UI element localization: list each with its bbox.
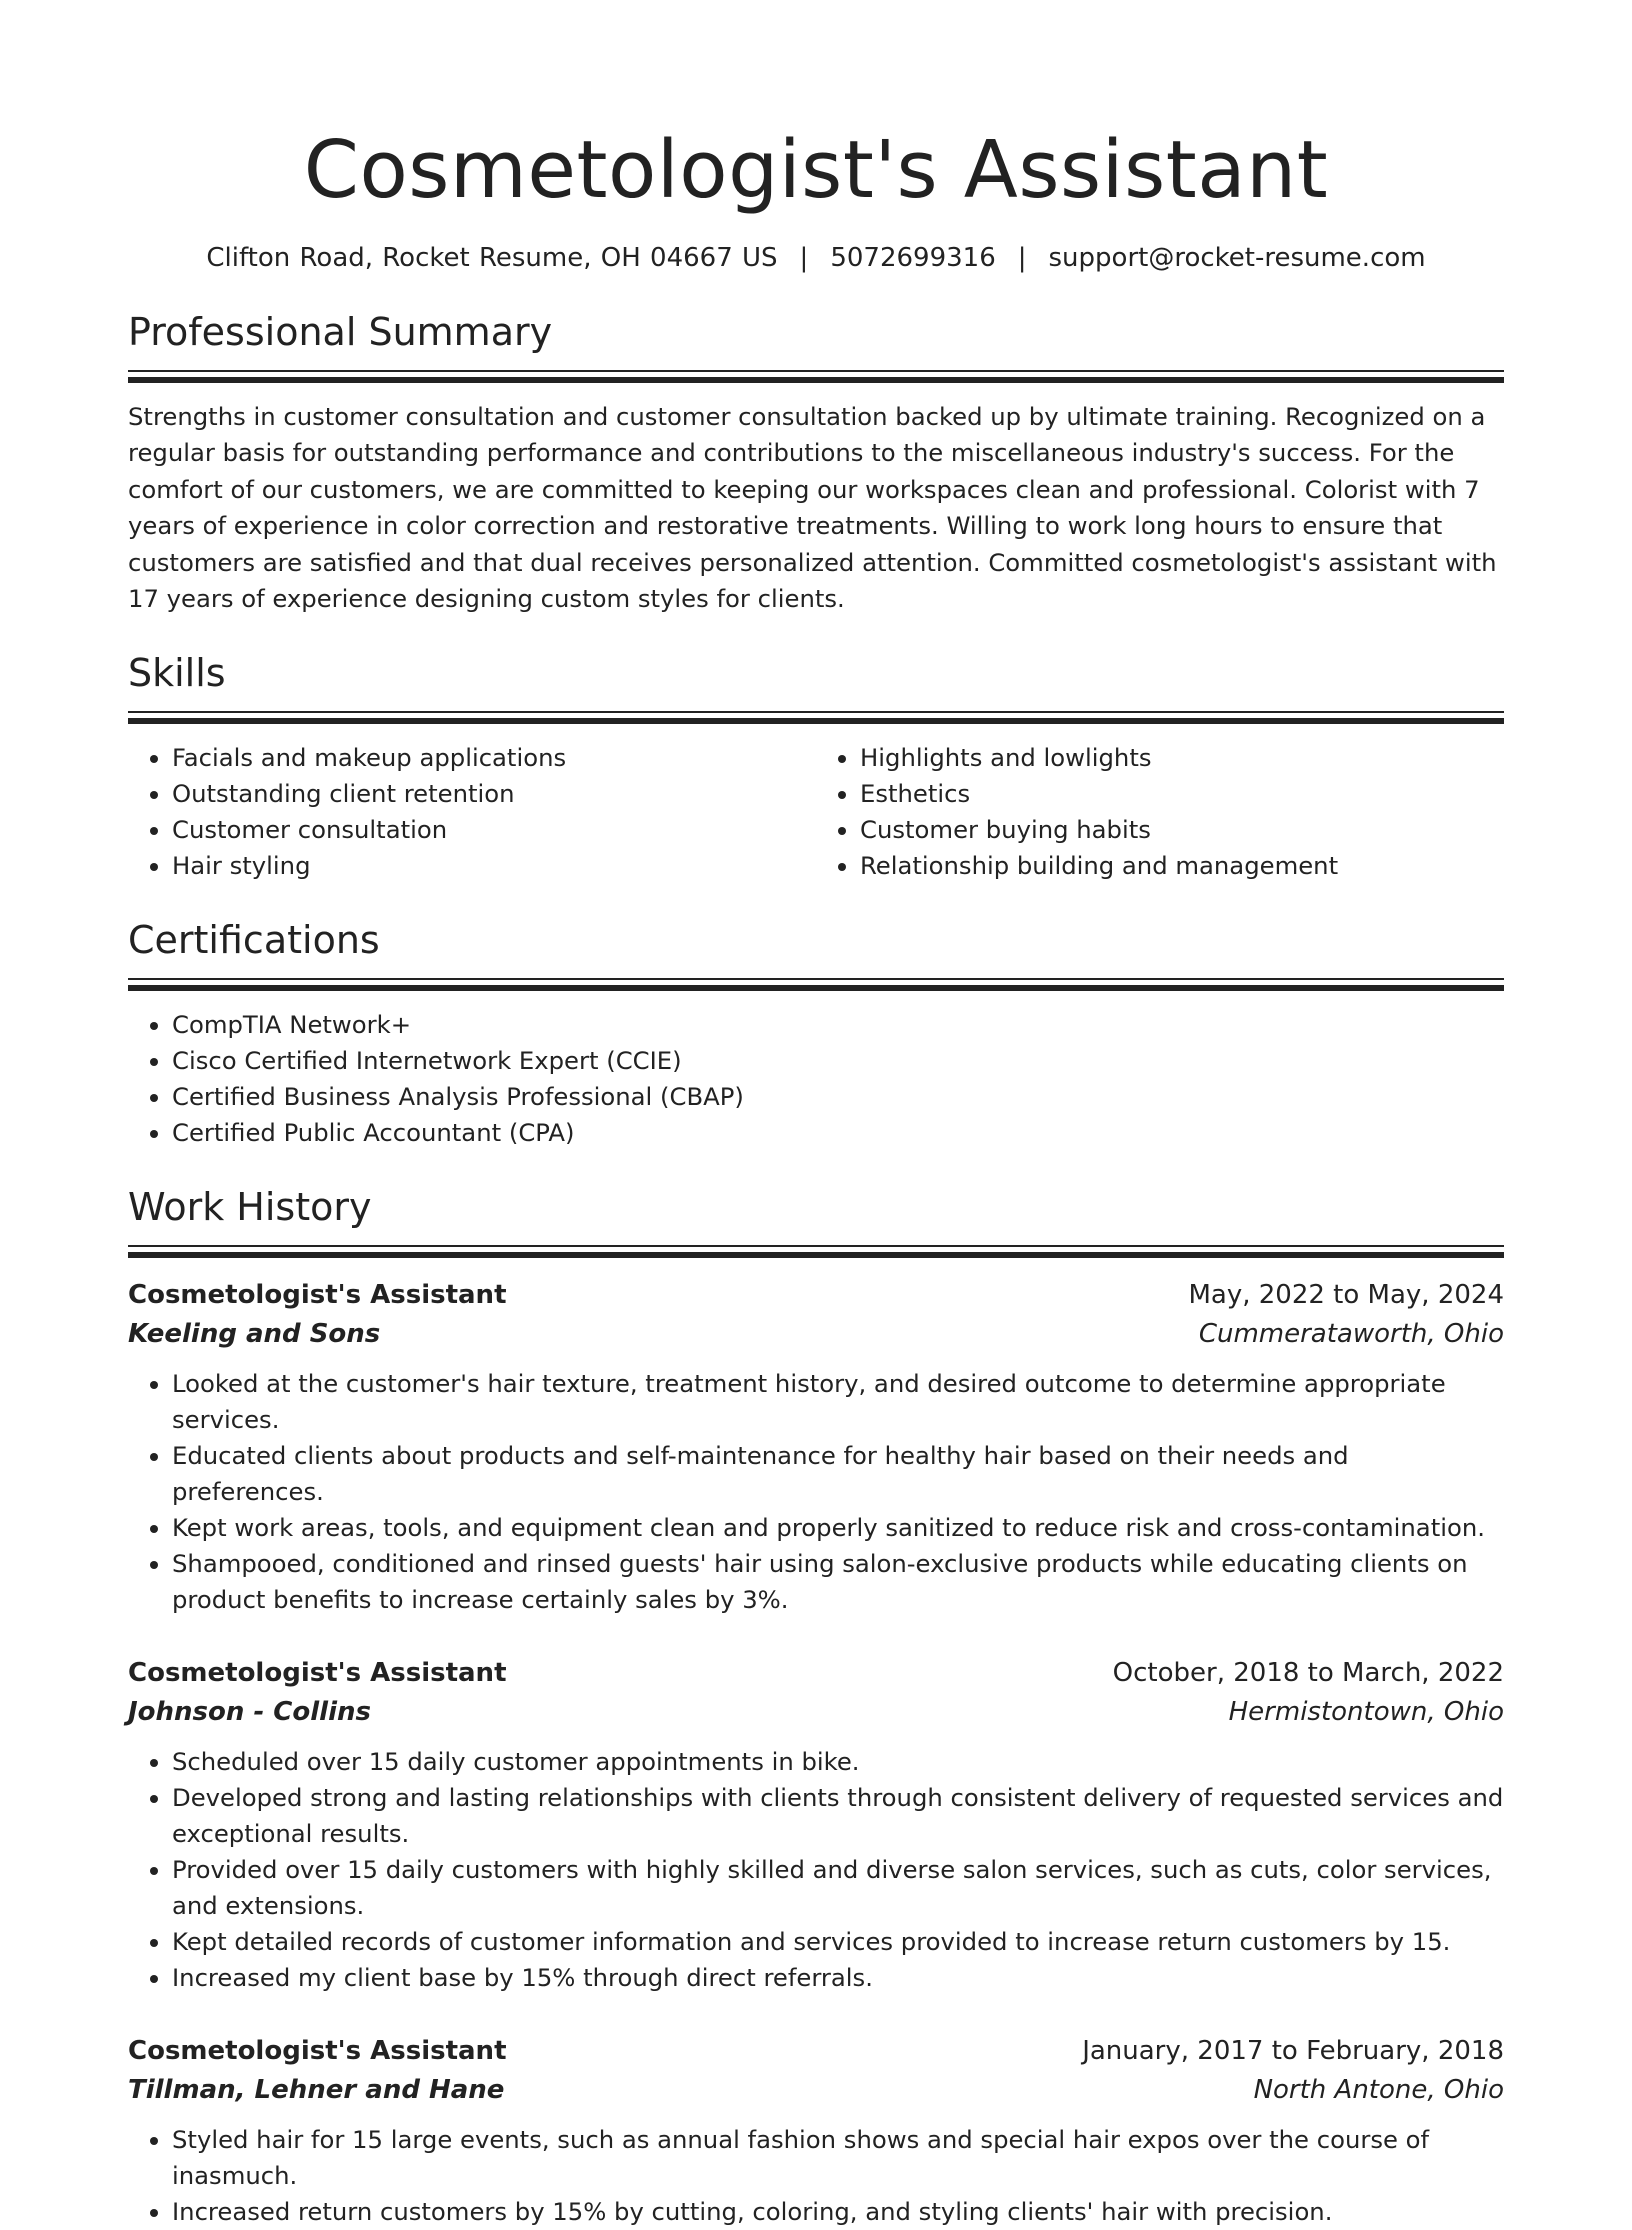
job-duty: • Kept detailed records of customer information and services provided to increase return customers by 15. bbox=[172, 1924, 1504, 1960]
contact-email: support@rocket-resume.com bbox=[1048, 243, 1426, 273]
skill-item: • Highlights and lowlights bbox=[860, 740, 1504, 776]
certification-item: • Certified Business Analysis Professional (CBAP) bbox=[172, 1079, 1504, 1115]
certifications-section bbox=[128, 916, 1504, 1151]
job-duty: • Scheduled over 15 daily customer appointments in bike. bbox=[172, 1744, 1504, 1780]
certifications-heading: Certifications bbox=[128, 918, 380, 963]
job-duty: • Shampooed, conditioned and rinsed guests' hair using salon-exclusive products while educating clients on product benefits to increase certainly sales by 3%. bbox=[172, 1546, 1504, 1618]
skill-item: • Customer buying habits bbox=[860, 812, 1504, 848]
job-subheader-row bbox=[128, 1693, 1504, 1732]
contact-phone: 5072699316 bbox=[830, 243, 996, 273]
job-duty: • Developed strong and lasting relationships with clients through consistent delivery of requested services and exceptional results. bbox=[172, 1780, 1504, 1852]
skill-item: • Outstanding client retention bbox=[172, 776, 816, 812]
job-title: Cosmetologist's Assistant bbox=[128, 1280, 507, 1311]
skill-item: • Hair styling bbox=[172, 848, 816, 884]
job-entry bbox=[128, 1276, 1504, 1618]
work-history-heading: Work History bbox=[128, 1185, 372, 1230]
job-header-row bbox=[128, 2032, 1504, 2071]
skills-heading: Skills bbox=[128, 651, 226, 696]
section-divider bbox=[128, 1245, 1504, 1258]
job-location: Cummerataworth, Ohio bbox=[1198, 1319, 1504, 1350]
skills-list-left bbox=[128, 740, 816, 884]
summary-text: Strengths in customer consultation and customer consultation backed up by ultimate training. Recognized on a regular basis for outstanding performance and contributions to the miscellaneous industry's success. For the comfort of our customers, we are committed to keeping our workspaces clean and professional. Colorist with 7 years of experience in color correction and restorative treatments. Willing to work long hours to ensure that customers are satisfied and that dual receives personalized attention. Committed cosmetologist's assistant with 17 years of experience designing custom styles for clients. bbox=[128, 402, 1497, 614]
contact-address: Clifton Road, Rocket Resume, OH 04667 US bbox=[206, 243, 778, 273]
job-duty: • Educated clients about products and self-maintenance for healthy hair based on their needs and preferences. bbox=[172, 1438, 1504, 1510]
contact-separator: | bbox=[1017, 243, 1027, 273]
skills-grid bbox=[128, 740, 1504, 884]
work-history-section bbox=[128, 1183, 1504, 2230]
certifications-list bbox=[128, 1007, 1504, 1151]
certification-item: • Certified Public Accountant (CPA) bbox=[172, 1115, 1504, 1151]
contact-separator: | bbox=[799, 243, 809, 273]
job-duties-list bbox=[128, 2122, 1504, 2230]
skills-section bbox=[128, 649, 1504, 884]
job-dates: January, 2017 to February, 2018 bbox=[1082, 2036, 1504, 2067]
job-subheader-row bbox=[128, 2071, 1504, 2110]
job-company: Johnson - Collins bbox=[128, 1697, 371, 1728]
certification-item: • Cisco Certified Internetwork Expert (CCIE) bbox=[172, 1043, 1504, 1079]
resume-name: Cosmetologist's Assistant bbox=[303, 124, 1329, 216]
section-divider bbox=[128, 711, 1504, 724]
job-subheader-row bbox=[128, 1315, 1504, 1354]
section-divider bbox=[128, 978, 1504, 991]
certification-item: • CompTIA Network+ bbox=[172, 1007, 1504, 1043]
job-title: Cosmetologist's Assistant bbox=[128, 1658, 507, 1689]
job-location: Hermistontown, Ohio bbox=[1228, 1697, 1504, 1728]
summary-heading: Professional Summary bbox=[128, 310, 553, 354]
summary-section bbox=[128, 308, 1504, 617]
job-duties-list bbox=[128, 1366, 1504, 1618]
job-duty: • Provided over 15 daily customers with highly skilled and diverse salon services, such as cuts, color services, and extensions. bbox=[172, 1852, 1504, 1924]
job-duty: • Looked at the customer's hair texture, treatment history, and desired outcome to determine appropriate services. bbox=[172, 1366, 1504, 1438]
skill-item: • Relationship building and management bbox=[860, 848, 1504, 884]
job-company: Tillman, Lehner and Hane bbox=[128, 2075, 505, 2106]
section-divider bbox=[128, 370, 1504, 383]
skill-item: • Esthetics bbox=[860, 776, 1504, 812]
job-dates: May, 2022 to May, 2024 bbox=[1188, 1280, 1504, 1311]
contact-line bbox=[128, 240, 1504, 276]
job-header-row bbox=[128, 1654, 1504, 1693]
skills-list-right bbox=[816, 740, 1504, 884]
job-duties-list bbox=[128, 1744, 1504, 1996]
job-duty: • Kept work areas, tools, and equipment clean and properly sanitized to reduce risk and cross-contamination. bbox=[172, 1510, 1504, 1546]
resume-page bbox=[128, 120, 1504, 2230]
job-title: Cosmetologist's Assistant bbox=[128, 2036, 507, 2067]
job-duty: • Increased return customers by 15% by cutting, coloring, and styling clients' hair with precision. bbox=[172, 2194, 1504, 2230]
job-dates: October, 2018 to March, 2022 bbox=[1112, 1658, 1504, 1689]
job-duty: • Styled hair for 15 large events, such as annual fashion shows and special hair expos over the course of inasmuch. bbox=[172, 2122, 1504, 2194]
job-header-row bbox=[128, 1276, 1504, 1315]
job-company: Keeling and Sons bbox=[128, 1319, 381, 1350]
job-duty: • Increased my client base by 15% through direct referrals. bbox=[172, 1960, 1504, 1996]
skill-item: • Customer consultation bbox=[172, 812, 816, 848]
job-entry bbox=[128, 1654, 1504, 1996]
job-entry bbox=[128, 2032, 1504, 2230]
job-location: North Antone, Ohio bbox=[1253, 2075, 1504, 2106]
skill-item: • Facials and makeup applications bbox=[172, 740, 816, 776]
